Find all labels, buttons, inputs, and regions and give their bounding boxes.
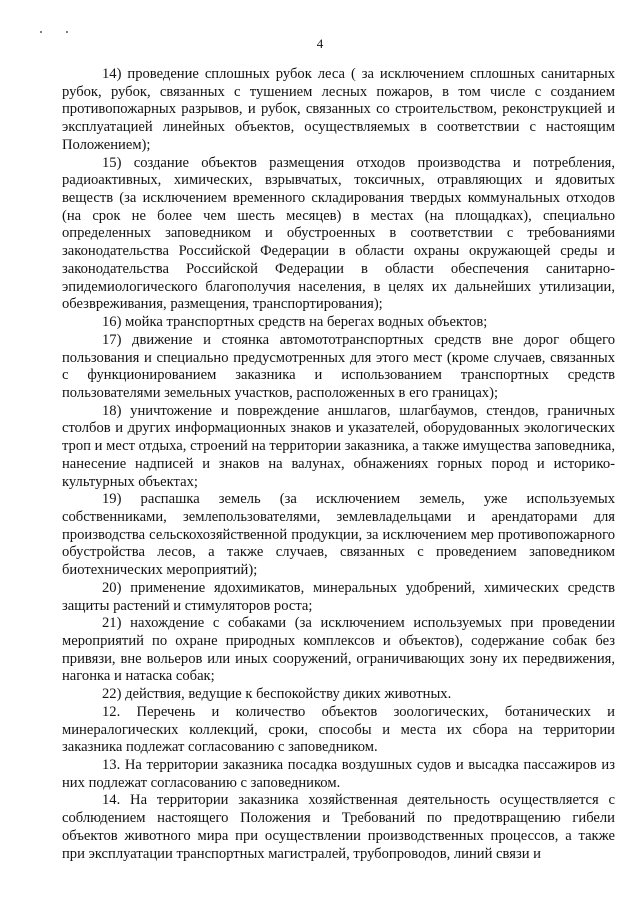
paragraph-section-14: 14. На территории заказника хозяйственная деятельность осуществляется с соблюдением настоящего Положения и Требований по предотвращению гибели объектов животного мира при осуществлении производственных процессов, а также при эксплуатации транспортных магистралей, трубопроводов, линий связи и xyxy=(62,792,615,862)
paragraph-item-22: 22) действия, ведущие к беспокойству диких животных. xyxy=(102,686,452,703)
page-number: 4 xyxy=(316,36,324,51)
paragraph-section-13: 13. На территории заказника посадка воздушных судов и высадка пассажиров из них подлежат согласованию с заповедником. xyxy=(62,757,615,791)
document-body xyxy=(62,66,615,863)
paragraph-item-15: 15) создание объектов размещения отходов производства и потребления, радиоактивных, химических, взрывчатых, токсичных, отравляющих и ядовитых веществ (за исключением временного складирования твердых коммунальных отходов (на срок не более чем шесть месяцев) в местах (на площадках), специально определенных заповедником и обустроенных в соответствии с требованиями законодательства Российской Федерации в области охраны окружающей среды и законодательства Российской Федерации в области обеспечения санитарно-эпидемиологического благополучия населения, в целях их дальнейших утилизации, обезвреживания, размещения, транспортирования); xyxy=(62,154,615,313)
paragraph-item-16: 16) мойка транспортных средств на берегах водных объектов; xyxy=(102,314,488,331)
paragraph-item-18: 18) уничтожение и повреждение аншлагов, шлагбаумов, стендов, граничных столбов и других информационных знаков и указателей, оборудованных экологических троп и мест отдыха, строений на территории заказника, а также имущества заповедника, нанесение надписей и знаков на валунах, обнажениях горных пород и историко-культурных объектах; xyxy=(62,402,615,490)
paragraph-item-20: 20) применение ядохимикатов, минеральных удобрений, химических средств защиты растений и стимуляторов роста; xyxy=(62,579,615,614)
scan-speck xyxy=(40,31,42,33)
paragraph-section-12: 12. Перечень и количество объектов зоологических, ботанических и минералогических коллекций, сроки, способы и места их сбора на территории заказника подлежат согласованию с заповедником. xyxy=(62,703,615,756)
paragraph-item-14: 14) проведение сплошных рубок леса ( за исключением сплошных санитарных рубок, рубок, связанных с тушением лесных пожаров, в том числе с созданием противопожарных разрывов, и рубок, связанных со строительством, реконструкцией и эксплуатацией линейных объектов, осуществляемых в соответствии с настоящим Положением); xyxy=(62,66,615,153)
paragraph-item-17: 17) движение и стоянка автомототранспортных средств вне дорог общего пользования и специально предусмотренных для этого мест (кроме случаев, связанных с функционированием заказника и использованием транспортных средств пользователями земельных участков, расположенных в его границах); xyxy=(62,331,615,401)
paragraph-item-21: 21) нахождение с собаками (за исключением используемых при проведении мероприятий по охране природных комплексов и объектов), содержание собак без привязи, вне вольеров или иных сооружений, ограничивающих зону их передвижения, нагонка и натаска собак; xyxy=(62,615,615,685)
paragraph-item-19: 19) распашка земель (за исключением земель, уже используемых собственниками, землепользователями, землевладельцами и арендаторами для производства сельскохозяйственной продукции, за исключением мер противопожарного обустройства лесов, а также случаев, связанных с проведением заповедником биотехнических мероприятий); xyxy=(62,491,615,579)
scan-speck xyxy=(66,31,68,33)
